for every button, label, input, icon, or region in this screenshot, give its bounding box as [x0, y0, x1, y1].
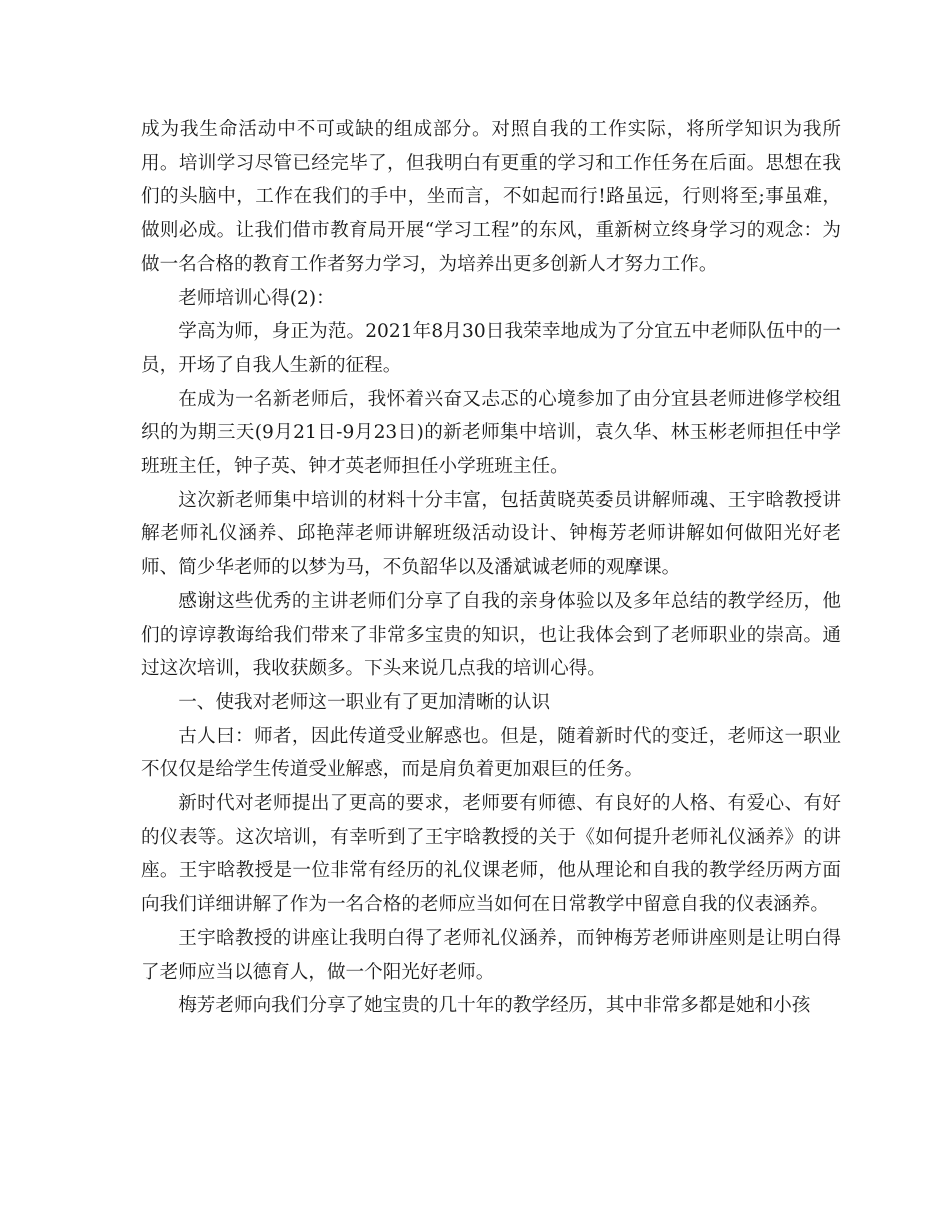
section-heading-1: 一、使我对老师这一职业有了更加清晰的认识: [178, 691, 551, 713]
paragraph-7: 古人曰：师者，因此传道受业解惑也。但是，随着新时代的变迁，老师这一职业不仅仅是给学生传道受业解惑，而是肩负着更加艰巨的任务。: [141, 725, 841, 781]
paragraph-8: 新时代对老师提出了更高的要求，老师要有师德、有良好的人格、有爱心、有好的仪表等。这次培训，有幸听到了王宇晗教授的关于《如何提升老师礼仪涵养》的讲座。王宇晗教授是一位非常有经历的礼仪课老师，他从理论和自我的教学经历两方面向我们详细讲解了作为一名合格的老师应当如何在日常教学中留意自我的仪表涵养。: [141, 793, 841, 916]
paragraph-9: 王宇晗教授的讲座让我明白得了老师礼仪涵养，而钟梅芳老师讲座则是让明白得了老师应当以德育人，做一个阳光好老师。: [141, 927, 841, 983]
paragraph-1: 成为我生命活动中不可或缺的组成部分。对照自我的工作实际，将所学知识为我所用。培训学习尽管已经完毕了，但我明白有更重的学习和工作任务在后面。思想在我们的头脑中，工作在我们的手中，坐而言，不如起而行!路虽远，行则将至;事虽难，做则必成。让我们借市教育局开展“学习工程”的东风，重新树立终身学习的观念：为做一名合格的教育工作者努力学习，为培养出更多创新人才努力工作。: [141, 119, 841, 275]
paragraph-10: 梅芳老师向我们分享了她宝贵的几十年的教学经历，其中非常多都是她和小孩: [178, 995, 811, 1017]
paragraph-4: 在成为一名新老师后，我怀着兴奋又忐忑的心境参加了由分宜县老师进修学校组织的为期三天(9月21日-9月23日)的新老师集中培训，袁久华、林玉彬老师担任中学班班主任，钟子英、钟才英老师担任小学班班主任。: [141, 388, 841, 478]
paragraph-5: 这次新老师集中培训的材料十分丰富，包括黄晓英委员讲解师魂、王宇晗教授讲解老师礼仪涵养、邱艳萍老师讲解班级活动设计、钟梅芳老师讲解如何做阳光好老师、简少华老师的以梦为马，不负韶华以及潘斌诚老师的观摩课。: [141, 489, 841, 579]
paragraph-6: 感谢这些优秀的主讲老师们分享了自我的亲身体验以及多年总结的教学经历，他们的谆谆教诲给我们带来了非常多宝贵的知识，也让我体会到了老师职业的崇高。通过这次培训，我收获颇多。下头来说几点我的培训心得。: [141, 590, 841, 680]
document-body: [141, 113, 841, 1023]
paragraph-3: 学高为师，身正为范。2021年8月30日我荣幸地成为了分宜五中老师队伍中的一员，开场了自我人生新的征程。: [141, 321, 841, 376]
paragraph-2-heading: 老师培训心得(2)：: [178, 287, 335, 309]
